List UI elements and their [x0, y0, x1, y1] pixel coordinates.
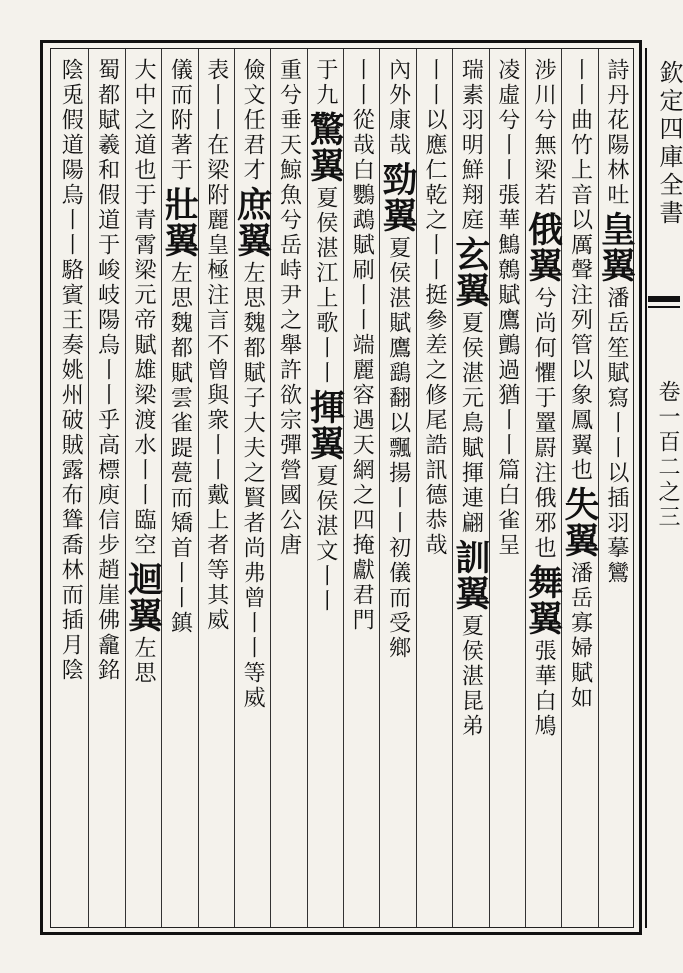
- annotation-text: 重: [276, 58, 302, 83]
- annotation-text: 左思魏都賦雲雀踶甍而矯首丨丨鎮: [167, 261, 193, 636]
- text-column: [450, 58, 490, 918]
- text-column: [596, 58, 636, 918]
- annotation-text: 誥訊德恭哉: [421, 433, 447, 558]
- annotation-text: 潘岳寡婦賦如: [567, 561, 593, 711]
- annotation-text: 內外康哉: [385, 58, 411, 158]
- entry-heading: 俄翼: [523, 211, 564, 283]
- volume-number: 卷一百二之三: [655, 380, 680, 530]
- annotation-text: 大中之道也: [130, 58, 156, 183]
- text-column: [487, 58, 527, 918]
- text-column: [123, 58, 163, 918]
- annotation-text: 夏侯湛元鳥賦揮連翩: [458, 311, 484, 536]
- annotation-text: 之丨丨挺參差之修尾: [421, 208, 447, 433]
- annotation-text: 丨丨曲竹上: [567, 58, 593, 183]
- entry-heading: 揮翼: [304, 389, 345, 461]
- annotation-text: 凌虛兮丨丨: [494, 58, 520, 183]
- entry-heading: 驚翼: [304, 111, 345, 183]
- annotation-text: 篇白雀呈: [494, 458, 520, 558]
- annotation-text: 夏侯湛昆弟: [458, 614, 484, 739]
- annotation-text: 附麗皇極注言不曾與衆丨丨戴上者等其威: [203, 183, 229, 633]
- annotation-text: 丨丨從哉: [349, 58, 375, 158]
- text-column: [50, 58, 90, 918]
- annotation-text: 尹之舉許欲宗彈營國公唐: [276, 283, 302, 558]
- entry-heading: 勁翼: [377, 161, 418, 233]
- annotation-text: 張華鷦鷯賦鷹鸇過猶丨丨: [494, 183, 520, 458]
- annotation-text: 左思: [130, 636, 156, 686]
- annotation-text: 于青霄梁元帝賦雄梁渡水丨丨臨空: [130, 183, 156, 558]
- entry-heading: 舞翼: [523, 564, 564, 636]
- text-column: [341, 58, 381, 918]
- fish-tail-line: [648, 306, 680, 308]
- annotation-text: 丨丨以應仁乾: [421, 58, 447, 208]
- annotation-text: 陰兎假道陽烏丨丨駱賓王奏姚州破賊露布聳喬林而插月陰: [58, 58, 84, 683]
- annotation-text: 夏侯湛賦鷹鷂翻以飄揚丨丨: [385, 236, 411, 536]
- entry-heading: 皇翼: [595, 211, 636, 283]
- entry-heading: 失翼: [559, 486, 600, 558]
- text-column: [378, 58, 418, 918]
- annotation-text: 潘岳笙賦寫丨丨以插羽摹鸞: [603, 286, 629, 586]
- text-column: [268, 58, 308, 918]
- annotation-text: 白鸚鵡賦刷丨丨端麗容遇天網之四掩獻君門: [349, 158, 375, 633]
- annotation-text: 詩丹花陽林吐: [603, 58, 629, 208]
- entry-heading: 迴翼: [122, 561, 163, 633]
- annotation-text: 夏侯湛江上歌丨丨: [312, 186, 338, 386]
- entry-heading: 庶翼: [232, 186, 273, 258]
- annotation-text: 表丨丨在梁: [203, 58, 229, 183]
- annotation-text: 于九: [312, 58, 338, 108]
- annotation-text: 音以厲聲注列管以象鳳翼也: [567, 183, 593, 483]
- annotation-text: 左思魏都賦子大夫之賢者尚弗曾丨丨等威: [240, 261, 266, 711]
- annotation-text: 瑞素羽明鮮翔庭: [458, 58, 484, 233]
- text-column: [523, 58, 563, 918]
- fish-tail-mark: [648, 296, 680, 302]
- text-column: [305, 58, 345, 918]
- annotation-text: 兮尚何懼于罿罻注俄邪也: [531, 286, 557, 561]
- text-column: [232, 58, 272, 918]
- entry-heading: 訓翼: [450, 539, 491, 611]
- text-column: [559, 58, 599, 918]
- annotation-text: 張華白鳩: [531, 639, 557, 739]
- annotation-text: 初儀而受鄉: [385, 536, 411, 661]
- text-column: [159, 58, 199, 918]
- annotation-text: 涉川兮無梁若: [531, 58, 557, 208]
- entry-heading: 玄翼: [450, 236, 491, 308]
- annotation-text: 蜀都賦羲和假道于峻岐陽烏丨丨乎高標庾信步趙崖佛龕銘: [94, 58, 120, 683]
- entry-heading: 壯翼: [159, 186, 200, 258]
- book-title: 欽定四庫全書: [655, 60, 683, 228]
- text-column: [414, 58, 454, 918]
- annotation-text: 儀而附著于: [167, 58, 193, 183]
- text-column: [196, 58, 236, 918]
- text-column: [87, 58, 127, 918]
- annotation-text: 儉文任君才: [240, 58, 266, 183]
- annotation-text: 夏侯湛文丨丨: [312, 464, 338, 614]
- annotation-text: 兮垂天鯨魚兮岳峙: [276, 83, 302, 283]
